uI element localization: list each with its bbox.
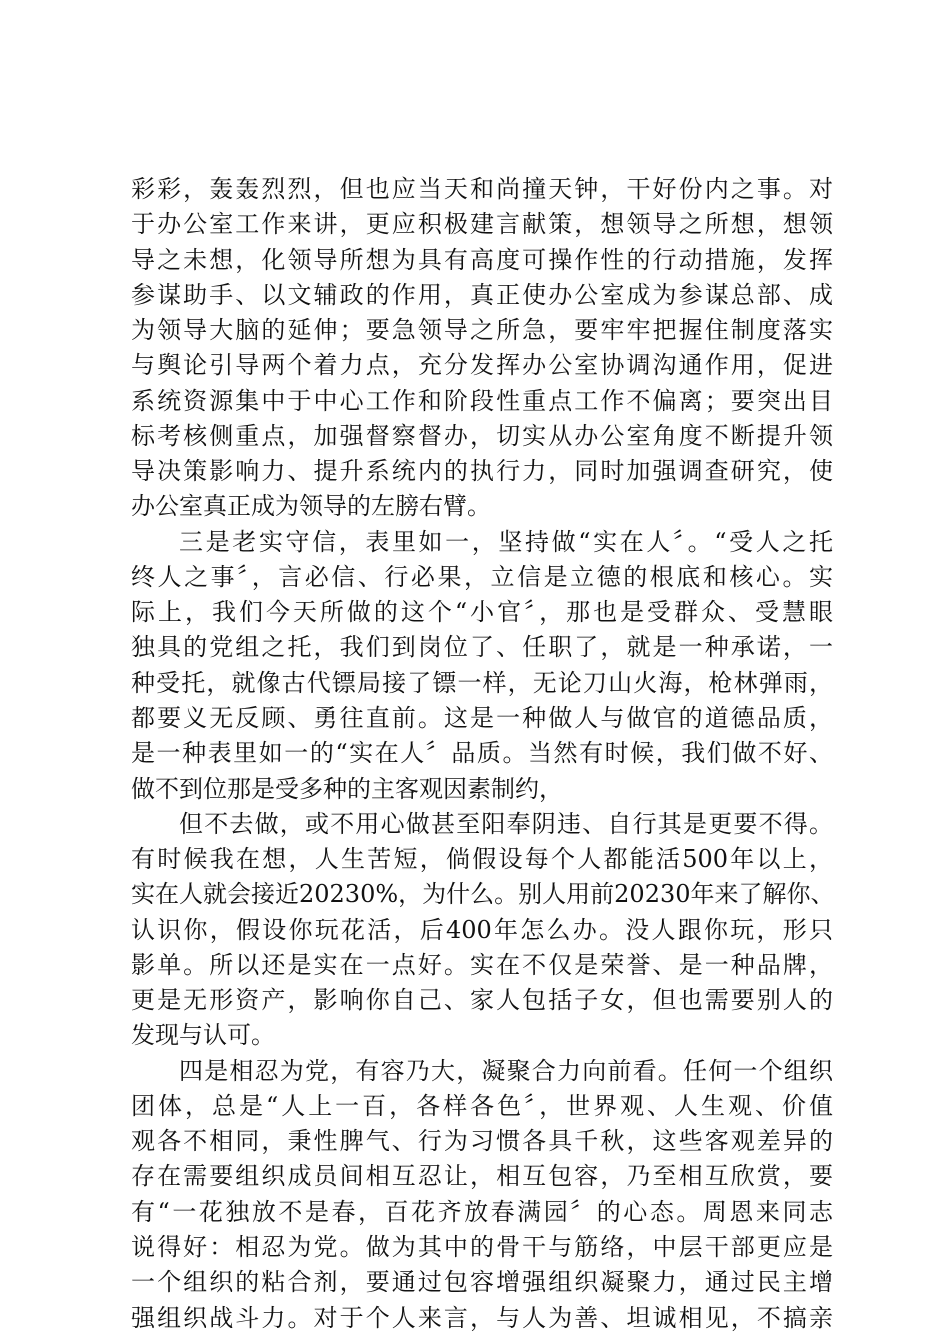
text-line: 四是相忍为党，有容乃大，凝聚合力向前看。任何一个组织 [179, 1056, 833, 1085]
text-line: 参谋助手、以文辅政的作用，真正使办公室成为参谋总部、成 [131, 280, 833, 309]
text-line: 办公室真正成为领导的左膀右臂。 [131, 492, 491, 521]
text-line: 影单。所以还是实在一点好。实在不仅是荣誉、是一种品牌， [131, 950, 833, 979]
text-line: 种受托，就像古代镖局接了镖一样，无论刀山火海，枪林弹雨， [131, 668, 833, 697]
text-line: 终人之事〞，言必信、行必果，立信是立德的根底和核心。实 [131, 562, 833, 591]
text-line: 有“一花独放不是春，百花齐放春满园〞的心态。周恩来同志 [131, 1197, 833, 1226]
paragraph-1 [131, 172, 833, 525]
text-line: 发现与认可。 [131, 1021, 275, 1050]
text-line: 做不到位那是受多种的主客观因素制约， [131, 774, 563, 803]
text-line: 认识你，假设你玩花活，后400年怎么办。没人跟你玩，形只 [131, 915, 833, 944]
paragraph-2 [131, 525, 833, 807]
text-line: 观各不相同，秉性脾气、行为习惯各具千秋，这些客观差异的 [131, 1127, 833, 1156]
text-line: 强组织战斗力。对于个人来言，与人为善、坦诚相见，不搞亲 [131, 1303, 833, 1332]
paragraph-4 [131, 1054, 833, 1336]
text-line: 有时候我在想，人生苦短，倘假设每个人都能活500年以上， [131, 845, 833, 874]
text-line: 但不去做，或不用心做甚至阳奉阴违、自行其是更要不得。 [179, 809, 833, 838]
text-line: 导之未想，化领导所想为具有高度可操作性的行动措施，发挥 [131, 245, 833, 274]
text-line: 为领导大脑的延伸；要急领导之所急，要牢牢把握住制度落实 [131, 316, 833, 345]
text-line: 实在人就会接近20230%，为什么。别人用前20230年来了解你、 [131, 880, 835, 909]
text-line: 说得好：相忍为党。做为其中的骨干与筋络，中层干部更应是 [131, 1232, 833, 1261]
text-line: 于办公室工作来讲，更应积极建言献策，想领导之所想，想领 [131, 210, 833, 239]
text-line: 与舆论引导两个着力点，充分发挥办公室协调沟通作用，促进 [131, 351, 833, 380]
text-line: 是一种表里如一的“实在人〞品质。当然有时候，我们做不好、 [131, 739, 833, 768]
text-line: 都要义无反顾、勇往直前。这是一种做人与做官的道德品质， [131, 703, 833, 732]
text-line: 导决策影响力、提升系统内的执行力，同时加强调查研究，使 [131, 457, 833, 486]
text-line: 更是无形资产，影响你自己、家人包括子女，但也需要别人的 [131, 986, 833, 1015]
body-text [131, 172, 833, 1336]
text-line: 一个组织的粘合剂，要通过包容增强组织凝聚力，通过民主增 [131, 1268, 833, 1297]
text-line: 三是老实守信，表里如一，坚持做“实在人〞。“受人之托 [179, 527, 833, 556]
text-line: 存在需要组织成员间相互忍让，相互包容，乃至相互欣赏，要 [131, 1162, 833, 1191]
paragraph-3 [131, 807, 833, 1054]
text-line: 系统资源集中于中心工作和阶段性重点工作不偏离；要突出目 [131, 386, 833, 415]
text-line: 彩彩，轰轰烈烈，但也应当天和尚撞天钟，干好份内之事。对 [131, 175, 833, 203]
text-line: 独具的党组之托，我们到岗位了、任职了，就是一种承诺，一 [131, 633, 833, 662]
text-line: 团体，总是“人上一百，各样各色〞，世界观、人生观、价值 [131, 1091, 833, 1120]
text-line: 标考核侧重点，加强督察督办，切实从办公室角度不断提升领 [131, 421, 833, 450]
text-line: 际上，我们今天所做的这个“小官〞，那也是受群众、受慧眼 [131, 598, 833, 627]
